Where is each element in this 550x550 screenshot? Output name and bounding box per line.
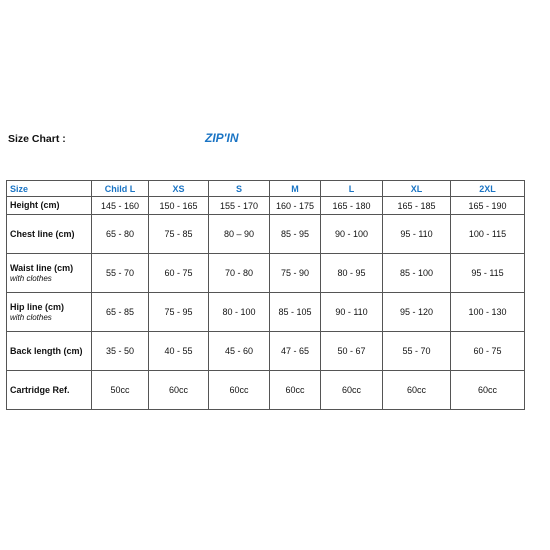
table-cell: 75 - 95: [149, 293, 209, 332]
table-cell: 60cc: [270, 371, 321, 410]
table-cell: 55 - 70: [92, 254, 149, 293]
table-cell: 60 - 75: [149, 254, 209, 293]
table-cell: 80 - 100: [209, 293, 270, 332]
table-cell: 35 - 50: [92, 332, 149, 371]
table-cell: 95 - 110: [383, 215, 451, 254]
table-cell: 145 - 160: [92, 197, 149, 215]
table-cell: 60cc: [383, 371, 451, 410]
brand-name: ZIP'IN: [205, 131, 239, 145]
table-cell: 85 - 95: [270, 215, 321, 254]
table-cell: 160 - 175: [270, 197, 321, 215]
table-cell: 155 - 170: [209, 197, 270, 215]
row-label: Waist line (cm) with clothes: [7, 254, 92, 293]
table-row-cartridge: [7, 371, 525, 410]
table-cell: 60 - 75: [451, 332, 525, 371]
row-label: Height (cm): [7, 197, 92, 215]
table-cell: 55 - 70: [383, 332, 451, 371]
column-header-2xl: 2XL: [451, 181, 525, 197]
size-chart-table: [6, 180, 525, 410]
table-cell: 47 - 65: [270, 332, 321, 371]
table-cell: 85 - 105: [270, 293, 321, 332]
row-label: Chest line (cm): [7, 215, 92, 254]
table-cell: 75 - 85: [149, 215, 209, 254]
table-cell: 100 - 115: [451, 215, 525, 254]
table-cell: 60cc: [149, 371, 209, 410]
table-cell: 95 - 115: [451, 254, 525, 293]
table-row-height: [7, 197, 525, 215]
column-header-child-l: Child L: [92, 181, 149, 197]
table-cell: 95 - 120: [383, 293, 451, 332]
table-cell: 165 - 185: [383, 197, 451, 215]
table-cell: 60cc: [321, 371, 383, 410]
row-sublabel: with clothes: [10, 273, 52, 283]
table-cell: 60cc: [451, 371, 525, 410]
table-row-waist: [7, 254, 525, 293]
table-cell: 65 - 85: [92, 293, 149, 332]
table-cell: 50cc: [92, 371, 149, 410]
column-header-xl: XL: [383, 181, 451, 197]
table-cell: 80 - 95: [321, 254, 383, 293]
column-header-size: Size: [7, 181, 92, 197]
row-label: Hip line (cm) with clothes: [7, 293, 92, 332]
column-header-m: M: [270, 181, 321, 197]
table-cell: 90 - 110: [321, 293, 383, 332]
table-cell: 70 - 80: [209, 254, 270, 293]
table-cell: 150 - 165: [149, 197, 209, 215]
table-cell: 65 - 80: [92, 215, 149, 254]
size-chart-label: Size Chart :: [8, 133, 66, 145]
column-header-xs: XS: [149, 181, 209, 197]
table-cell: 100 - 130: [451, 293, 525, 332]
table-cell: 80 – 90: [209, 215, 270, 254]
header-row: [7, 181, 525, 197]
table-cell: 90 - 100: [321, 215, 383, 254]
table-cell: 165 - 190: [451, 197, 525, 215]
column-header-l: L: [321, 181, 383, 197]
table-cell: 45 - 60: [209, 332, 270, 371]
table-row-back-length: [7, 332, 525, 371]
column-header-s: S: [209, 181, 270, 197]
table-cell: 85 - 100: [383, 254, 451, 293]
table-row-chest: [7, 215, 525, 254]
table-cell: 165 - 180: [321, 197, 383, 215]
table-cell: 60cc: [209, 371, 270, 410]
row-sublabel: with clothes: [10, 312, 52, 322]
row-label: Back length (cm): [7, 332, 92, 371]
table-cell: 75 - 90: [270, 254, 321, 293]
table-row-hip: [7, 293, 525, 332]
table-cell: 50 - 67: [321, 332, 383, 371]
row-label: Cartridge Ref.: [7, 371, 92, 410]
table-cell: 40 - 55: [149, 332, 209, 371]
